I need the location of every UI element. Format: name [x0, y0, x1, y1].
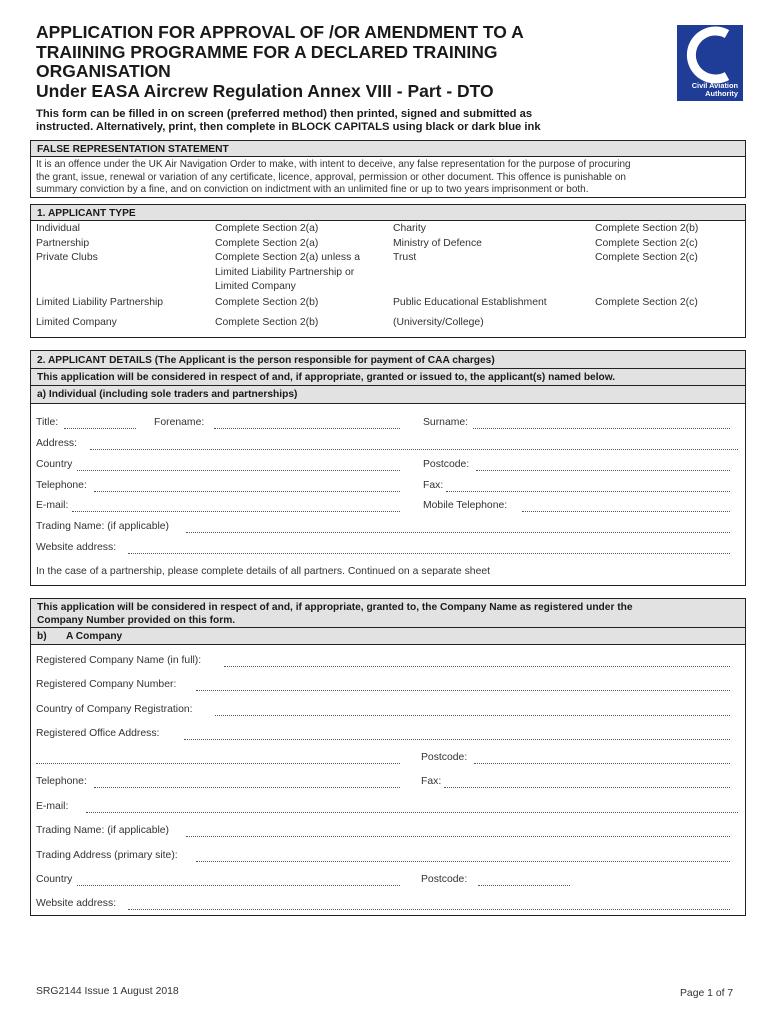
logo-text	[679, 82, 738, 98]
type-col2-line-4: Limited Liability Partnership or	[215, 266, 355, 278]
type-limited-company: Limited Company	[36, 317, 117, 328]
mobile-label: Mobile Telephone:	[423, 500, 508, 511]
company-trading-name-label: Trading Name: (if applicable)	[36, 825, 170, 836]
forename-label: Forename:	[154, 417, 205, 428]
trading-address-label: Trading Address (primary site):	[36, 850, 178, 861]
company-subheading	[31, 628, 745, 645]
postcode-label: Postcode:	[423, 459, 470, 470]
type-trust: Trust	[393, 252, 417, 264]
type-individual: Individual	[36, 223, 80, 234]
type-llp-section: Complete Section 2(b)	[215, 297, 319, 308]
type-partnership: Partnership	[36, 237, 90, 249]
type-public-educational: Public Educational Establishment	[393, 297, 547, 308]
surname-label: Surname:	[423, 417, 469, 428]
email-label: E-mail:	[36, 500, 69, 511]
applicant-consider-note	[31, 369, 745, 386]
trading-name-field[interactable]	[186, 531, 730, 533]
intro-line-1: This form can be filled in on screen (preferred method) then printed, signed and submitted as	[36, 108, 533, 120]
country-registration-label: Country of Company Registration:	[36, 704, 193, 715]
telephone-label: Telephone:	[36, 480, 87, 491]
title-field[interactable]	[64, 427, 136, 429]
type-llp: Limited Liability Partnership	[36, 297, 164, 308]
page-number: Page 1 of 7	[680, 988, 734, 999]
type-limited-company-section: Complete Section 2(b)	[215, 317, 319, 328]
fax-label: Fax:	[423, 480, 444, 491]
form-reference: SRG2144 Issue 1 August 2018	[36, 986, 179, 997]
company-website-label: Website address:	[36, 898, 117, 909]
applicant-type-col-1	[36, 222, 98, 266]
false-statement-line-3: summary conviction by a fine, and on conviction on indictment with an unlimited fine or up to two years imprisonment or both.	[36, 184, 589, 196]
website-field[interactable]	[128, 552, 730, 554]
company-postcode-2-label: Postcode:	[421, 874, 468, 885]
intro-line-2: instructed. Alternatively, print, then complete in BLOCK CAPITALS using black or dark blue ink	[36, 121, 541, 133]
reg-company-number-field[interactable]	[196, 689, 730, 691]
company-email-field[interactable]	[86, 811, 738, 813]
false-statement-heading	[31, 141, 745, 157]
company-website-field[interactable]	[128, 908, 730, 910]
fax-field[interactable]	[446, 490, 730, 492]
false-statement-line-1: It is an offence under the UK Air Navigation Order to make, with intent to deceive, any false representation for the purpose of procuring	[36, 159, 631, 170]
company-fax-field[interactable]	[444, 786, 730, 788]
address-label: Address:	[36, 438, 78, 449]
company-consider-note	[31, 599, 745, 628]
individual-subheading	[31, 386, 745, 404]
type-col2-line-5: Limited Company	[215, 281, 296, 293]
reg-company-name-field[interactable]	[224, 665, 730, 667]
applicant-details-heading-text: 2. APPLICANT DETAILS (The Applicant is the person responsible for payment of CAA charges)	[37, 355, 495, 366]
applicant-consider-text: This application will be considered in respect of and, if appropriate, granted or issued to, the applicant(s) named below.	[37, 372, 616, 383]
intro-instructions	[36, 108, 736, 134]
country-label: Country	[36, 459, 73, 470]
form-title	[36, 23, 656, 101]
title-line-2: TRAIINING PROGRAMME FOR A DECLARED TRAINING	[36, 41, 498, 62]
company-country-label: Country	[36, 874, 73, 885]
trading-name-label: Trading Name: (if applicable)	[36, 521, 170, 532]
type-col4-line-2: Complete Section 2(c)	[595, 237, 698, 249]
company-telephone-field[interactable]	[94, 786, 400, 788]
address-field[interactable]	[90, 448, 738, 450]
company-postcode-label: Postcode:	[421, 752, 468, 763]
type-col2-line-1: Complete Section 2(a)	[215, 223, 319, 234]
company-fax-label: Fax:	[421, 776, 442, 787]
country-field[interactable]	[77, 469, 400, 471]
false-statement-text	[31, 157, 745, 199]
applicant-type-heading	[31, 205, 745, 221]
website-label: Website address:	[36, 542, 117, 553]
company-postcode-field[interactable]	[474, 762, 730, 764]
logo-line-2: Authority	[705, 89, 738, 98]
surname-field[interactable]	[473, 427, 730, 429]
false-statement-box	[30, 140, 746, 198]
applicant-details-box	[30, 350, 746, 586]
type-col2-line-2: Complete Section 2(a)	[215, 237, 319, 249]
false-statement-heading-text: FALSE REPRESENTATION STATEMENT	[37, 144, 229, 155]
type-col4-line-1: Complete Section 2(b)	[595, 223, 699, 234]
email-field[interactable]	[72, 510, 400, 512]
telephone-field[interactable]	[94, 490, 400, 492]
partnership-note: In the case of a partnership, please complete details of all partners. Continued on a separate sheet	[36, 566, 491, 577]
reg-office-field[interactable]	[184, 738, 730, 740]
title-line-1: APPLICATION FOR APPROVAL OF /OR AMENDMENT TO A	[36, 22, 524, 42]
mobile-field[interactable]	[522, 510, 730, 512]
reg-company-number-label: Registered Company Number:	[36, 679, 177, 690]
type-public-educational-section: Complete Section 2(c)	[595, 297, 698, 308]
company-sub-letter: b)	[37, 631, 47, 642]
company-trading-name-field[interactable]	[186, 835, 730, 837]
company-telephone-label: Telephone:	[36, 776, 87, 787]
type-col4-line-3: Complete Section 2(c)	[595, 252, 698, 264]
applicant-details-heading	[31, 351, 745, 369]
reg-company-name-label: Registered Company Name (in full):	[36, 655, 202, 666]
company-box	[30, 598, 746, 916]
company-sub-title: A Company	[66, 631, 123, 642]
forename-field[interactable]	[214, 427, 400, 429]
type-ministry-of-defence: Ministry of Defence	[393, 237, 482, 249]
caa-logo	[677, 25, 743, 101]
company-postcode-2-field[interactable]	[478, 884, 570, 886]
type-charity: Charity	[393, 223, 426, 234]
trading-address-field[interactable]	[196, 860, 730, 862]
logo-line-1: Civil Aviation	[691, 81, 738, 90]
applicant-type-col-3	[393, 222, 482, 266]
country-registration-field[interactable]	[215, 714, 730, 716]
reg-office-field-line-2[interactable]	[36, 762, 400, 764]
postcode-field[interactable]	[476, 469, 730, 471]
applicant-type-col-2	[215, 222, 360, 295]
title-label: Title:	[36, 417, 59, 428]
reg-office-label: Registered Office Address:	[36, 728, 160, 739]
false-statement-line-2: the grant, issue, renewal or variation of any certificate, licence, approval, permission or other document. This offence is punishable on	[36, 171, 626, 183]
company-country-field[interactable]	[77, 884, 400, 886]
title-line-3: ORGANISATION	[36, 61, 171, 81]
company-consider-line-2: Company Number provided on this form.	[37, 614, 236, 626]
type-university-college: (University/College)	[393, 317, 484, 328]
company-email-label: E-mail:	[36, 801, 69, 812]
title-line-4: Under EASA Aircrew Regulation Annex VIII - Part - DTO	[36, 80, 494, 101]
company-consider-line-1: This application will be considered in respect of and, if appropriate, granted to, the Company Name as registered under the	[37, 602, 633, 613]
applicant-type-heading-text: 1. APPLICANT TYPE	[37, 208, 136, 219]
applicant-type-col-4	[595, 222, 698, 266]
type-col2-line-3: Complete Section 2(a) unless a	[215, 252, 360, 264]
type-private-clubs: Private Clubs	[36, 252, 98, 264]
individual-subheading-text: a) Individual (including sole traders and partnerships)	[37, 389, 298, 400]
